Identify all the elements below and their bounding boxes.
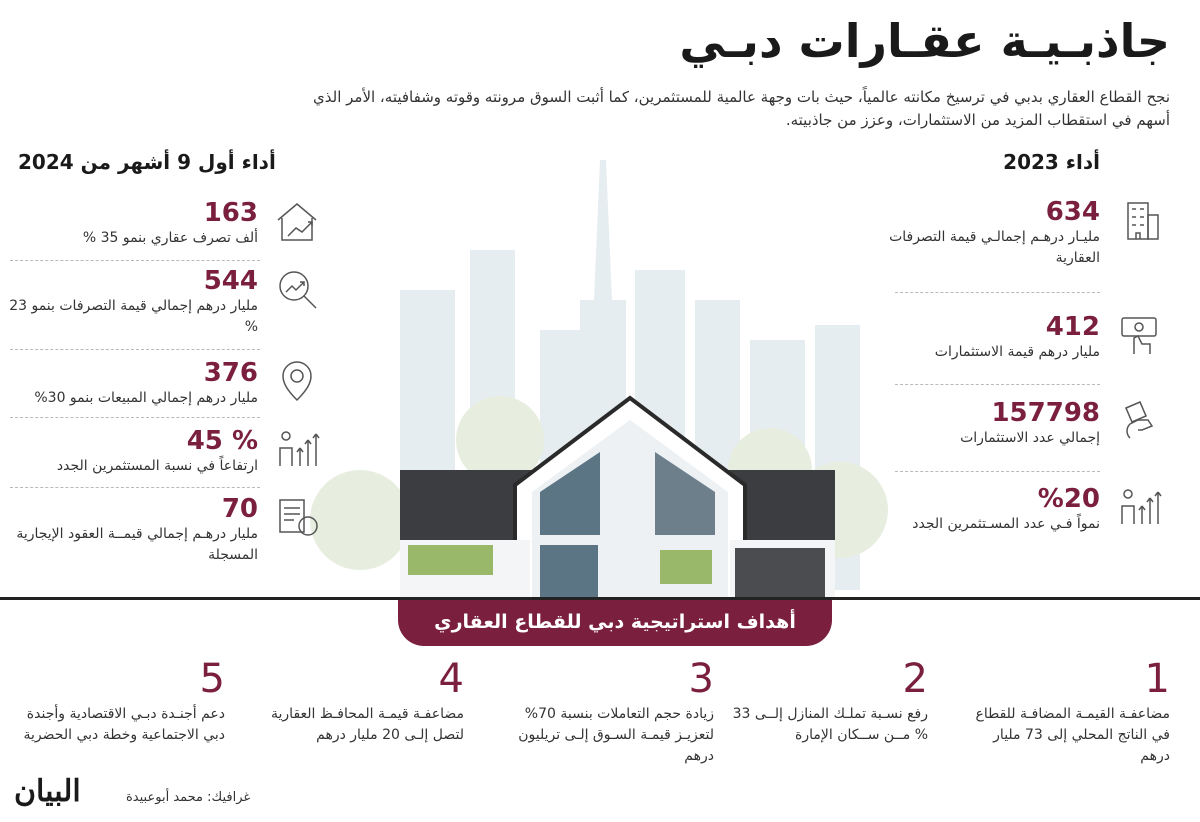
stat-description: إجمالي عدد الاستثمارات xyxy=(960,430,1100,446)
stat-number: 163 xyxy=(203,198,258,228)
divider xyxy=(10,417,260,418)
goal-number: 1 xyxy=(1144,656,1170,702)
stat-number: 412 xyxy=(1045,312,1100,342)
stat-number: 157798 xyxy=(991,398,1100,428)
stat-2024-transactions-count xyxy=(8,198,258,249)
stat-number: 544 xyxy=(203,266,258,296)
stat-2024-transactions-value xyxy=(8,266,258,338)
stat-2023-investment-value xyxy=(860,312,1100,363)
goal-text: دعم أجنـدة دبـي الاقتصادية وأجندة دبي الاجتماعية وخطة دبي الحضرية xyxy=(23,706,225,743)
divider xyxy=(895,384,1100,385)
goal-item xyxy=(728,656,928,746)
stat-description: مليار درهم إجمالي قيمة التصرفات بنمو 23 % xyxy=(9,298,258,335)
money-location-icon xyxy=(274,358,320,404)
stat-number: %20 xyxy=(1037,484,1100,514)
stat-number: 70 xyxy=(221,494,258,524)
page-title: جاذبـيـة عقـارات دبـي xyxy=(679,14,1170,68)
stat-2023-investment-count xyxy=(860,398,1100,449)
cash-hand-icon xyxy=(1116,312,1162,358)
divider xyxy=(10,260,260,261)
stat-2023-transactions-value xyxy=(860,197,1100,269)
people-growth-icon xyxy=(274,426,320,472)
heading-2024: أداء أول 9 أشهر من 2024 xyxy=(18,150,276,174)
stat-description: نمواً فـي عدد المسـتثمرين الجدد xyxy=(912,516,1100,532)
goal-item xyxy=(508,656,714,767)
goal-number: 5 xyxy=(199,656,225,702)
goal-text: رفع نسـبة تملـك المنازل إلــى 33 % مــن ســكان الإمارة xyxy=(732,706,928,743)
stat-2024-new-investors xyxy=(8,426,258,477)
stat-description: ارتفاعاً في نسبة المستثمرين الجدد xyxy=(56,458,258,474)
house-skyline-illustration xyxy=(300,140,900,600)
building-icon xyxy=(1116,197,1162,243)
intro-paragraph: نجح القطاع العقاري بدبي في ترسيخ مكانته عالمياً، حيث بات وجهة عالمية للمستثمرين، كما أثبت السوق مرونته وقوته وشفافيته، الأمر الذي أسهم في استقطاب المزيد من الاستثمارات، وعزز من جاذبيته. xyxy=(313,88,1170,129)
albayan-logo: البيان xyxy=(14,774,81,809)
stat-description: مليار درهم قيمة الاستثمارات xyxy=(934,344,1100,360)
house-growth-icon xyxy=(274,198,320,244)
stat-description: ألف تصرف عقاري بنمو 35 % xyxy=(82,230,258,246)
stat-number: 634 xyxy=(1045,197,1100,227)
graphic-credit: غرافيك: محمد أبوعبيدة xyxy=(126,790,251,805)
goal-item xyxy=(970,656,1170,767)
stat-2024-lease-value xyxy=(8,494,258,566)
stat-description: مليـار درهـم إجمالـي قيمة التصرفات العقارية xyxy=(889,229,1100,266)
contract-icon xyxy=(274,494,320,540)
goal-number: 2 xyxy=(902,656,928,702)
stat-number: 376 xyxy=(203,358,258,388)
divider xyxy=(895,471,1100,472)
divider xyxy=(10,349,260,350)
goal-number: 4 xyxy=(438,656,464,702)
stat-number: % 45 xyxy=(186,426,258,456)
stat-description: مليار درهم إجمالي المبيعات بنمو 30% xyxy=(34,390,258,406)
money-hand-icon xyxy=(1116,398,1162,444)
strategy-banner: أهداف استراتيجية دبي للقطاع العقاري xyxy=(398,600,832,646)
stat-description: مليار درهـم إجمالي قيمــة العقود الإيجارية المسجلة xyxy=(16,526,258,563)
magnifier-chart-icon xyxy=(274,266,320,312)
goal-item xyxy=(15,656,225,746)
investors-growth-icon xyxy=(1116,484,1162,530)
stat-2023-new-investors xyxy=(860,484,1100,535)
heading-2023: أداء 2023 xyxy=(1003,150,1100,174)
goal-text: مضاعفـة القيمـة المضافـة للقطاع في الناتج المحلي إلى 73 مليار درهم xyxy=(975,706,1170,764)
goal-text: مضاعفـة قيمـة المحافـظ العقارية لتصل إلـى 20 مليار درهم xyxy=(271,706,464,743)
divider xyxy=(895,292,1100,293)
goal-item xyxy=(258,656,464,746)
goal-number: 3 xyxy=(688,656,714,702)
goal-text: زيادة حجم التعاملات بنسبة 70% لتعزيـز قيمـة السـوق إلـى تريليون درهم xyxy=(518,706,714,764)
stat-2024-sales-value xyxy=(8,358,258,409)
divider xyxy=(10,487,260,488)
